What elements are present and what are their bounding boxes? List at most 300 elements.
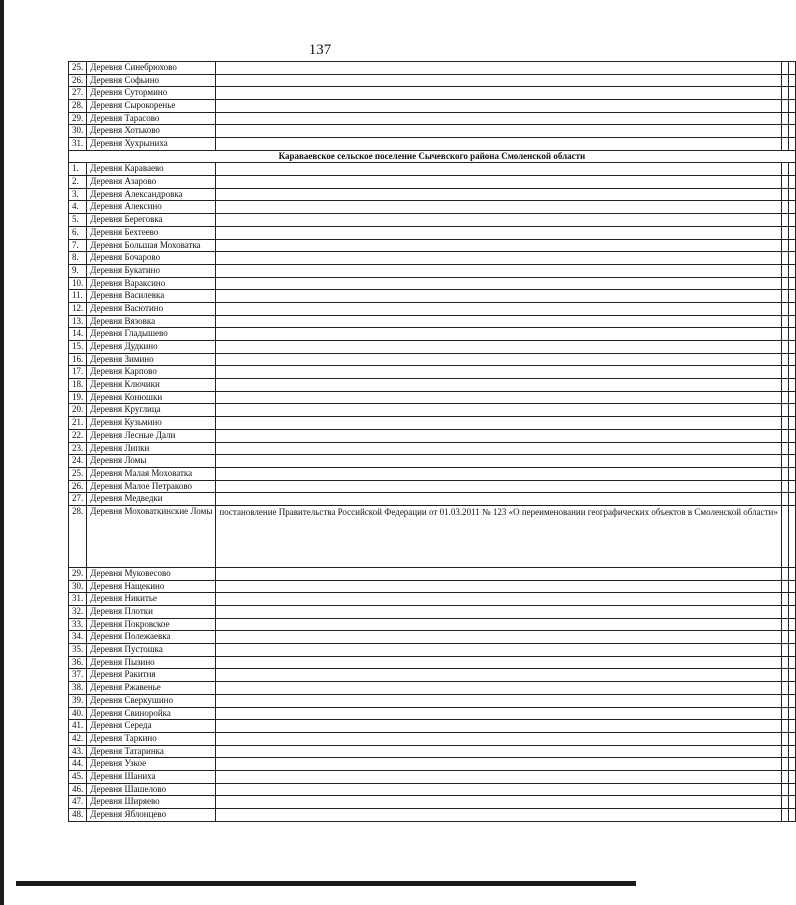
empty-cell bbox=[788, 163, 795, 176]
section-header-row bbox=[69, 150, 796, 163]
table-row bbox=[69, 618, 796, 631]
empty-cell bbox=[781, 239, 788, 252]
empty-cell bbox=[216, 163, 782, 176]
empty-cell bbox=[788, 112, 795, 125]
table-row bbox=[69, 100, 796, 113]
empty-cell bbox=[216, 353, 782, 366]
empty-cell bbox=[781, 783, 788, 796]
empty-cell bbox=[788, 188, 795, 201]
empty-cell bbox=[781, 631, 788, 644]
settlement-name: Деревня Алексино bbox=[87, 201, 216, 214]
table-row bbox=[69, 567, 796, 580]
row-number: 4. bbox=[69, 201, 87, 214]
row-number: 17. bbox=[69, 366, 87, 379]
table-row bbox=[69, 201, 796, 214]
empty-cell bbox=[788, 732, 795, 745]
table-row bbox=[69, 188, 796, 201]
empty-cell bbox=[216, 277, 782, 290]
table-row bbox=[69, 732, 796, 745]
table-group-a bbox=[69, 163, 796, 506]
table-group-top bbox=[69, 62, 796, 151]
empty-cell bbox=[781, 188, 788, 201]
empty-cell bbox=[781, 214, 788, 227]
settlement-name: Деревня Шаниха bbox=[87, 770, 216, 783]
row-number: 39. bbox=[69, 694, 87, 707]
table-row bbox=[69, 341, 796, 354]
empty-cell bbox=[788, 290, 795, 303]
empty-cell bbox=[781, 163, 788, 176]
empty-cell bbox=[788, 417, 795, 430]
settlement-name: Деревня Покровское bbox=[87, 618, 216, 631]
empty-cell bbox=[788, 214, 795, 227]
table-row bbox=[69, 493, 796, 506]
settlement-name: Деревня Ржавенье bbox=[87, 682, 216, 695]
empty-cell bbox=[216, 379, 782, 392]
empty-cell bbox=[216, 442, 782, 455]
row-number: 27. bbox=[69, 493, 87, 506]
empty-cell bbox=[788, 74, 795, 87]
row-number: 48. bbox=[69, 809, 87, 822]
row-number: 22. bbox=[69, 429, 87, 442]
row-number: 33. bbox=[69, 618, 87, 631]
table-row bbox=[69, 290, 796, 303]
empty-cell bbox=[216, 593, 782, 606]
table-row bbox=[69, 694, 796, 707]
empty-cell bbox=[781, 87, 788, 100]
empty-cell bbox=[781, 442, 788, 455]
empty-cell bbox=[781, 720, 788, 733]
empty-cell bbox=[216, 493, 782, 506]
settlement-name: Деревня Медведки bbox=[87, 493, 216, 506]
settlement-name: Деревня Пызино bbox=[87, 656, 216, 669]
empty-cell bbox=[788, 618, 795, 631]
row-number: 29. bbox=[69, 567, 87, 580]
empty-cell bbox=[788, 580, 795, 593]
row-number: 6. bbox=[69, 226, 87, 239]
empty-cell bbox=[788, 455, 795, 468]
settlement-name: Деревня Муковесово bbox=[87, 567, 216, 580]
empty-cell bbox=[216, 429, 782, 442]
empty-cell bbox=[781, 176, 788, 189]
empty-cell bbox=[788, 644, 795, 657]
empty-cell bbox=[781, 480, 788, 493]
scan-edge-left bbox=[0, 0, 4, 905]
empty-cell bbox=[781, 493, 788, 506]
row-number: 5. bbox=[69, 214, 87, 227]
empty-cell bbox=[788, 758, 795, 771]
settlement-name: Деревня Хухрыниха bbox=[87, 138, 216, 151]
table-row bbox=[69, 580, 796, 593]
settlement-name: Деревня Липки bbox=[87, 442, 216, 455]
settlement-name: Деревня Ключики bbox=[87, 379, 216, 392]
table-row bbox=[69, 745, 796, 758]
empty-cell bbox=[788, 252, 795, 265]
settlement-name: Деревня Лесные Дали bbox=[87, 429, 216, 442]
empty-cell bbox=[781, 138, 788, 151]
empty-cell bbox=[788, 138, 795, 151]
settlement-name: Деревня Васютино bbox=[87, 302, 216, 315]
empty-cell bbox=[788, 631, 795, 644]
empty-cell bbox=[781, 277, 788, 290]
empty-cell bbox=[216, 417, 782, 430]
empty-cell bbox=[781, 644, 788, 657]
empty-cell bbox=[216, 455, 782, 468]
settlement-name: Деревня Синебрюхово bbox=[87, 62, 216, 75]
row-number: 40. bbox=[69, 707, 87, 720]
empty-cell bbox=[781, 112, 788, 125]
row-number: 11. bbox=[69, 290, 87, 303]
section-title: Караваевское сельское поселение Сычевского района Смоленской области bbox=[69, 150, 796, 163]
legal-basis-note: постановление Правительства Российской Федерации от 01.03.2011 № 123 «О переименовании географических объектов в Смоленской области» bbox=[216, 505, 782, 567]
empty-cell bbox=[216, 226, 782, 239]
row-number: 38. bbox=[69, 682, 87, 695]
settlement-name: Деревня Свиноройка bbox=[87, 707, 216, 720]
empty-cell bbox=[216, 404, 782, 417]
table-group-row-28 bbox=[69, 505, 796, 567]
empty-cell bbox=[781, 366, 788, 379]
row-number: 24. bbox=[69, 455, 87, 468]
table-row bbox=[69, 656, 796, 669]
table-row bbox=[69, 379, 796, 392]
table-row bbox=[69, 707, 796, 720]
table-row bbox=[69, 404, 796, 417]
settlement-name: Деревня Бехтеево bbox=[87, 226, 216, 239]
empty-cell bbox=[788, 669, 795, 682]
empty-cell bbox=[781, 505, 788, 567]
empty-cell bbox=[788, 100, 795, 113]
row-number: 3. bbox=[69, 188, 87, 201]
settlement-name: Деревня Нащекино bbox=[87, 580, 216, 593]
settlement-name: Деревня Василевка bbox=[87, 290, 216, 303]
table-row bbox=[69, 631, 796, 644]
table-row bbox=[69, 239, 796, 252]
empty-cell bbox=[781, 264, 788, 277]
table-row bbox=[69, 264, 796, 277]
row-number: 8. bbox=[69, 252, 87, 265]
settlements-table bbox=[68, 61, 796, 822]
empty-cell bbox=[216, 480, 782, 493]
row-number: 30. bbox=[69, 580, 87, 593]
row-number: 42. bbox=[69, 732, 87, 745]
empty-cell bbox=[781, 302, 788, 315]
row-number: 15. bbox=[69, 341, 87, 354]
settlement-name: Деревня Конюшки bbox=[87, 391, 216, 404]
empty-cell bbox=[781, 796, 788, 809]
empty-cell bbox=[216, 214, 782, 227]
empty-cell bbox=[781, 455, 788, 468]
settlement-name: Деревня Сырокоренье bbox=[87, 100, 216, 113]
table-row bbox=[69, 366, 796, 379]
table-row bbox=[69, 644, 796, 657]
empty-cell bbox=[788, 809, 795, 822]
row-number: 41. bbox=[69, 720, 87, 733]
settlement-name: Деревня Зимино bbox=[87, 353, 216, 366]
empty-cell bbox=[781, 341, 788, 354]
table-group-section bbox=[69, 150, 796, 163]
empty-cell bbox=[781, 656, 788, 669]
empty-cell bbox=[788, 567, 795, 580]
empty-cell bbox=[781, 328, 788, 341]
page-number: 137 bbox=[308, 42, 332, 58]
table-row bbox=[69, 783, 796, 796]
table-row bbox=[69, 455, 796, 468]
empty-cell bbox=[216, 252, 782, 265]
row-number: 47. bbox=[69, 796, 87, 809]
empty-cell bbox=[216, 391, 782, 404]
empty-cell bbox=[781, 606, 788, 619]
table-row bbox=[69, 74, 796, 87]
empty-cell bbox=[216, 302, 782, 315]
table-row bbox=[69, 302, 796, 315]
settlement-name: Деревня Полежаевка bbox=[87, 631, 216, 644]
row-number: 44. bbox=[69, 758, 87, 771]
empty-cell bbox=[216, 341, 782, 354]
empty-cell bbox=[788, 226, 795, 239]
empty-cell bbox=[216, 125, 782, 138]
table-row bbox=[69, 315, 796, 328]
row-number: 16. bbox=[69, 353, 87, 366]
settlement-name: Деревня Сутормино bbox=[87, 87, 216, 100]
empty-cell bbox=[216, 580, 782, 593]
settlement-name: Деревня Малое Петраково bbox=[87, 480, 216, 493]
settlement-name: Деревня Яблонцево bbox=[87, 809, 216, 822]
table-row bbox=[69, 138, 796, 151]
empty-cell bbox=[781, 391, 788, 404]
empty-cell bbox=[216, 87, 782, 100]
table-row bbox=[69, 796, 796, 809]
row-number: 26. bbox=[69, 74, 87, 87]
empty-cell bbox=[216, 656, 782, 669]
empty-cell bbox=[788, 341, 795, 354]
table-row bbox=[69, 112, 796, 125]
empty-cell bbox=[216, 707, 782, 720]
row-number: 28. bbox=[69, 505, 87, 567]
empty-cell bbox=[781, 429, 788, 442]
empty-cell bbox=[788, 694, 795, 707]
empty-cell bbox=[788, 682, 795, 695]
settlement-name: Деревня Моховаткинские Ломы bbox=[87, 505, 216, 567]
row-number: 7. bbox=[69, 239, 87, 252]
empty-cell bbox=[781, 567, 788, 580]
row-number: 27. bbox=[69, 87, 87, 100]
row-number: 31. bbox=[69, 138, 87, 151]
empty-cell bbox=[781, 707, 788, 720]
empty-cell bbox=[788, 315, 795, 328]
empty-cell bbox=[216, 112, 782, 125]
row-number: 36. bbox=[69, 656, 87, 669]
empty-cell bbox=[216, 176, 782, 189]
table-row bbox=[69, 429, 796, 442]
settlement-name: Деревня Александровка bbox=[87, 188, 216, 201]
empty-cell bbox=[216, 809, 782, 822]
empty-cell bbox=[216, 606, 782, 619]
empty-cell bbox=[788, 745, 795, 758]
empty-cell bbox=[788, 239, 795, 252]
empty-cell bbox=[781, 226, 788, 239]
settlement-name: Деревня Ломы bbox=[87, 455, 216, 468]
settlement-name: Деревня Ширяево bbox=[87, 796, 216, 809]
empty-cell bbox=[788, 328, 795, 341]
table-row bbox=[69, 252, 796, 265]
empty-cell bbox=[781, 353, 788, 366]
empty-cell bbox=[781, 74, 788, 87]
empty-cell bbox=[788, 707, 795, 720]
settlement-name: Деревня Сверкушино bbox=[87, 694, 216, 707]
empty-cell bbox=[216, 694, 782, 707]
row-number: 30. bbox=[69, 125, 87, 138]
settlement-name: Деревня Хотьково bbox=[87, 125, 216, 138]
row-number: 18. bbox=[69, 379, 87, 392]
settlement-name: Деревня Малая Моховатка bbox=[87, 467, 216, 480]
empty-cell bbox=[788, 656, 795, 669]
empty-cell bbox=[216, 720, 782, 733]
empty-cell bbox=[788, 302, 795, 315]
table-row bbox=[69, 720, 796, 733]
empty-cell bbox=[216, 315, 782, 328]
empty-cell bbox=[216, 74, 782, 87]
empty-cell bbox=[781, 745, 788, 758]
settlement-name: Деревня Дудкино bbox=[87, 341, 216, 354]
row-number: 12. bbox=[69, 302, 87, 315]
settlement-name: Деревня Большая Моховатка bbox=[87, 239, 216, 252]
settlement-name: Деревня Татаринка bbox=[87, 745, 216, 758]
table-row bbox=[69, 163, 796, 176]
empty-cell bbox=[781, 62, 788, 75]
table-row bbox=[69, 669, 796, 682]
empty-cell bbox=[781, 580, 788, 593]
table-row bbox=[69, 758, 796, 771]
settlement-name: Деревня Кузьмино bbox=[87, 417, 216, 430]
empty-cell bbox=[781, 315, 788, 328]
empty-cell bbox=[781, 694, 788, 707]
table-row bbox=[69, 417, 796, 430]
table-row bbox=[69, 467, 796, 480]
settlement-name: Деревня Бочарово bbox=[87, 252, 216, 265]
empty-cell bbox=[788, 404, 795, 417]
empty-cell bbox=[788, 176, 795, 189]
empty-cell bbox=[216, 188, 782, 201]
empty-cell bbox=[216, 239, 782, 252]
empty-cell bbox=[788, 442, 795, 455]
row-number: 43. bbox=[69, 745, 87, 758]
empty-cell bbox=[216, 732, 782, 745]
table-row bbox=[69, 87, 796, 100]
row-number: 14. bbox=[69, 328, 87, 341]
row-number: 25. bbox=[69, 62, 87, 75]
empty-cell bbox=[216, 290, 782, 303]
empty-cell bbox=[788, 379, 795, 392]
empty-cell bbox=[788, 720, 795, 733]
empty-cell bbox=[216, 745, 782, 758]
empty-cell bbox=[781, 100, 788, 113]
table-row bbox=[69, 809, 796, 822]
row-number: 19. bbox=[69, 391, 87, 404]
empty-cell bbox=[788, 505, 795, 567]
empty-cell bbox=[216, 100, 782, 113]
table-row bbox=[69, 505, 796, 567]
empty-cell bbox=[216, 138, 782, 151]
empty-cell bbox=[788, 606, 795, 619]
row-number: 23. bbox=[69, 442, 87, 455]
settlement-name: Деревня Азарово bbox=[87, 176, 216, 189]
empty-cell bbox=[788, 467, 795, 480]
empty-cell bbox=[781, 682, 788, 695]
empty-cell bbox=[788, 480, 795, 493]
settlement-name: Деревня Букатино bbox=[87, 264, 216, 277]
empty-cell bbox=[216, 758, 782, 771]
empty-cell bbox=[788, 796, 795, 809]
row-number: 9. bbox=[69, 264, 87, 277]
settlement-name: Деревня Круглица bbox=[87, 404, 216, 417]
empty-cell bbox=[216, 618, 782, 631]
empty-cell bbox=[216, 644, 782, 657]
row-number: 45. bbox=[69, 770, 87, 783]
row-number: 13. bbox=[69, 315, 87, 328]
row-number: 26. bbox=[69, 480, 87, 493]
empty-cell bbox=[781, 417, 788, 430]
settlement-name: Деревня Таркино bbox=[87, 732, 216, 745]
settlement-name: Деревня Плотки bbox=[87, 606, 216, 619]
empty-cell bbox=[216, 796, 782, 809]
empty-cell bbox=[788, 783, 795, 796]
table-row bbox=[69, 770, 796, 783]
table-group-b bbox=[69, 567, 796, 821]
table-row bbox=[69, 125, 796, 138]
empty-cell bbox=[788, 429, 795, 442]
table-row bbox=[69, 480, 796, 493]
empty-cell bbox=[216, 567, 782, 580]
empty-cell bbox=[216, 62, 782, 75]
empty-cell bbox=[781, 379, 788, 392]
settlement-name: Деревня Шашелово bbox=[87, 783, 216, 796]
row-number: 10. bbox=[69, 277, 87, 290]
row-number: 37. bbox=[69, 669, 87, 682]
table-row bbox=[69, 353, 796, 366]
empty-cell bbox=[781, 618, 788, 631]
table-row bbox=[69, 277, 796, 290]
empty-cell bbox=[781, 758, 788, 771]
empty-cell bbox=[216, 682, 782, 695]
empty-cell bbox=[781, 404, 788, 417]
empty-cell bbox=[216, 669, 782, 682]
settlement-name: Деревня Узкое bbox=[87, 758, 216, 771]
table-row bbox=[69, 606, 796, 619]
empty-cell bbox=[216, 770, 782, 783]
row-number: 28. bbox=[69, 100, 87, 113]
empty-cell bbox=[788, 264, 795, 277]
settlement-name: Деревня Береговка bbox=[87, 214, 216, 227]
table-row bbox=[69, 328, 796, 341]
settlement-name: Деревня Ракитня bbox=[87, 669, 216, 682]
empty-cell bbox=[781, 125, 788, 138]
settlement-name: Деревня Карпово bbox=[87, 366, 216, 379]
table-row bbox=[69, 682, 796, 695]
empty-cell bbox=[216, 264, 782, 277]
empty-cell bbox=[216, 467, 782, 480]
scan-bottom-bar bbox=[16, 881, 636, 886]
empty-cell bbox=[788, 366, 795, 379]
empty-cell bbox=[781, 732, 788, 745]
table-row bbox=[69, 593, 796, 606]
empty-cell bbox=[781, 252, 788, 265]
row-number: 29. bbox=[69, 112, 87, 125]
settlement-name: Деревня Тарасово bbox=[87, 112, 216, 125]
empty-cell bbox=[781, 593, 788, 606]
settlement-name: Деревня Вязовка bbox=[87, 315, 216, 328]
empty-cell bbox=[788, 391, 795, 404]
row-number: 31. bbox=[69, 593, 87, 606]
row-number: 46. bbox=[69, 783, 87, 796]
